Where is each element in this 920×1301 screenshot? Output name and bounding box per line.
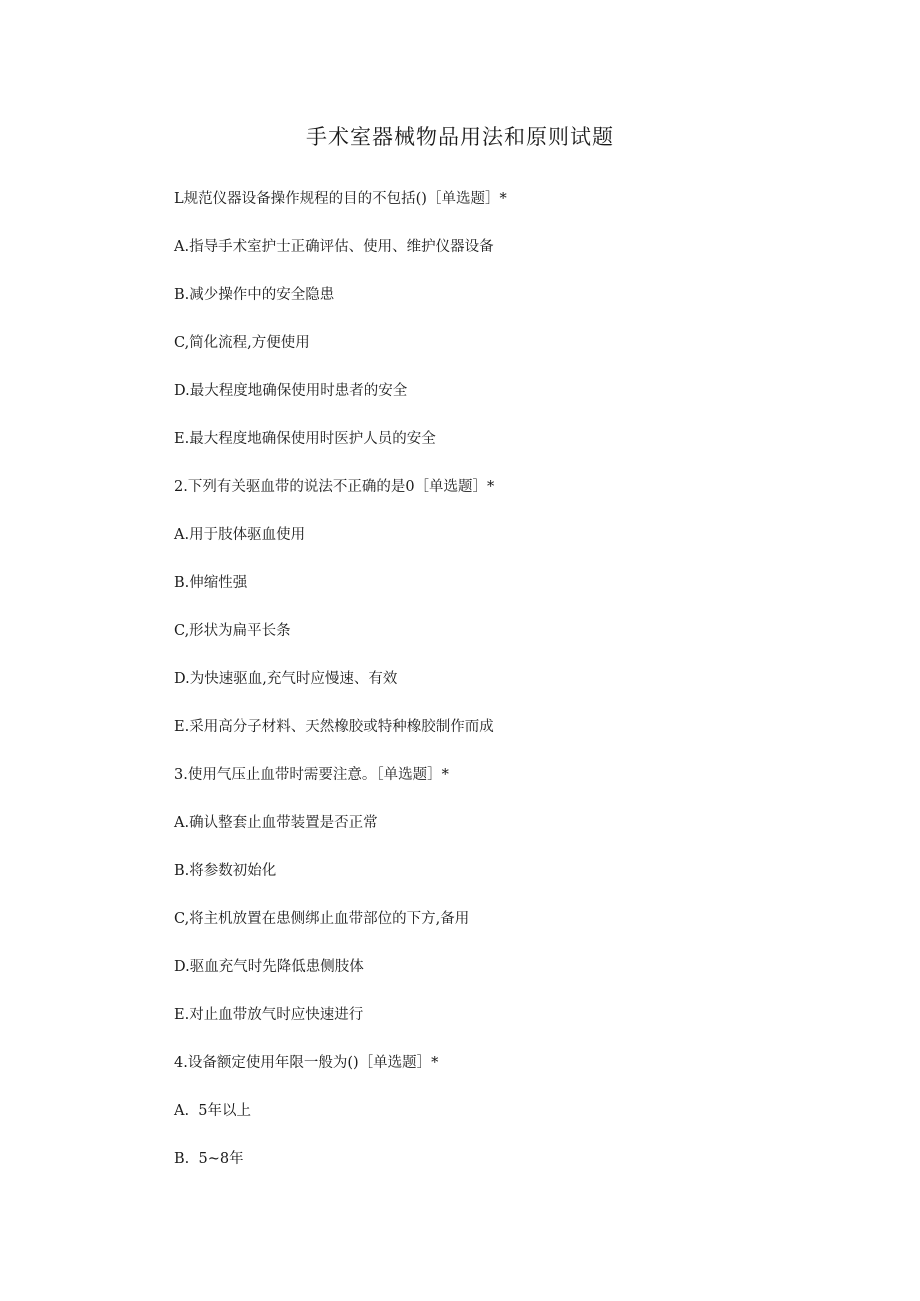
question-4-option-b: B. 5~8年 [174, 1151, 244, 1167]
document-title: 手术室器械物品用法和原则试题 [306, 125, 614, 149]
question-3-option-a: A.确认整套止血带装置是否正常 [174, 815, 378, 831]
question-3-option-c: C,将主机放置在患侧绑止血带部位的下方,备用 [174, 911, 470, 927]
question-2-option-e: E.采用高分子材料、天然橡胶或特种橡胶制作而成 [174, 719, 494, 735]
question-2-option-b: B.伸缩性强 [174, 575, 248, 591]
question-1-option-c: C,简化流程,方便使用 [174, 335, 310, 351]
question-3-option-d: D.驱血充气时先降低患侧肢体 [174, 959, 364, 975]
question-4-option-a: A. 5年以上 [174, 1103, 252, 1119]
question-1-stem: L规范仪器设备操作规程的目的不包括()［单选题］* [174, 191, 507, 207]
question-2-option-c: C,形状为扁平长条 [174, 623, 291, 639]
question-1-option-e: E.最大程度地确保使用时医护人员的安全 [174, 431, 436, 447]
question-3-option-b: B.将参数初始化 [174, 863, 277, 879]
question-2-stem: 2.下列有关驱血带的说法不正确的是0［单选题］* [174, 479, 495, 495]
question-1-option-b: B.减少操作中的安全隐患 [174, 287, 335, 303]
question-4-stem: 4.设备额定使用年限一般为()［单选题］* [174, 1055, 439, 1071]
question-1-option-d: D.最大程度地确保使用时患者的安全 [174, 383, 408, 399]
question-list [174, 186, 874, 1194]
question-2-option-d: D.为快速驱血,充气时应慢速、有效 [174, 671, 398, 687]
question-3-stem: 3.使用气压止血带时需要注意。［单选题］* [174, 767, 449, 783]
question-2-option-a: A.用于肢体驱血使用 [174, 527, 306, 543]
question-3-option-e: E.对止血带放气时应快速进行 [174, 1007, 364, 1023]
question-1-option-a: A.指导手术室护士正确评估、使用、维护仪器设备 [174, 239, 494, 255]
